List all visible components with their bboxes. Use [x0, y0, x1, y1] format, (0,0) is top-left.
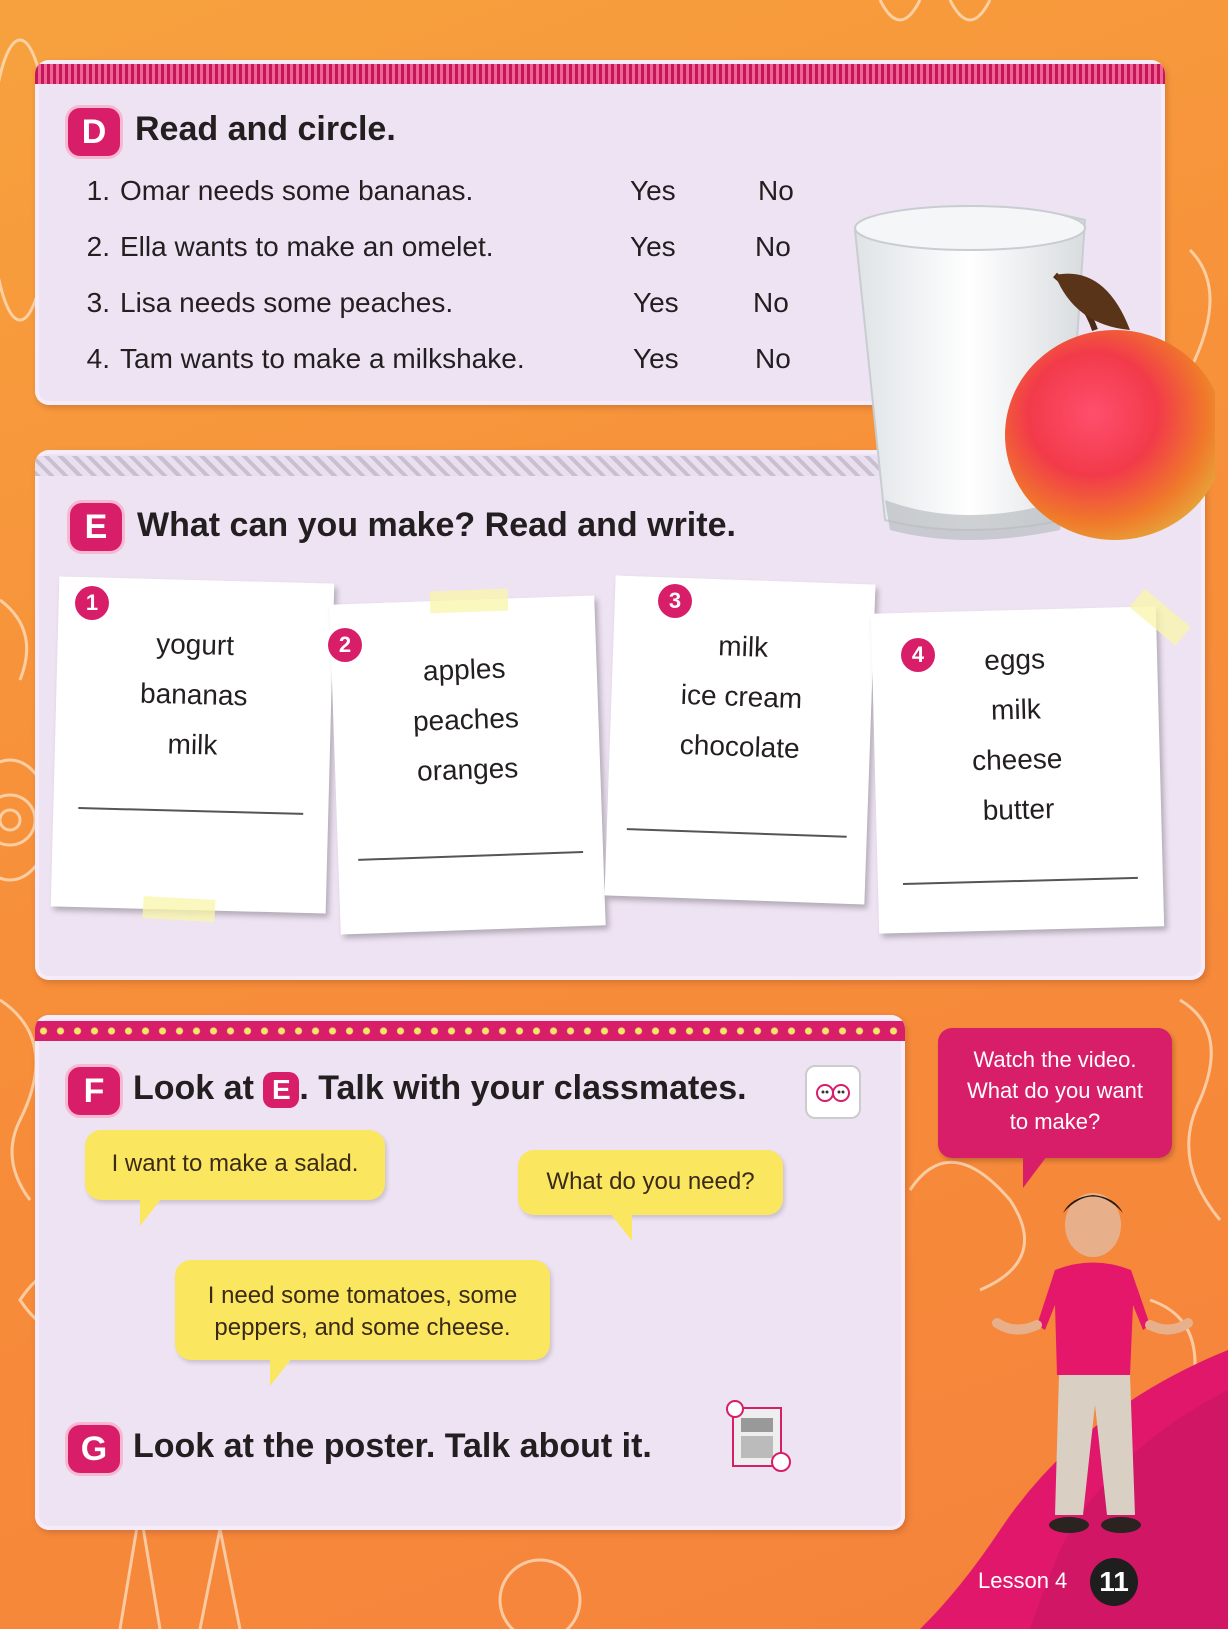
answer-no-option[interactable]: No — [755, 231, 791, 262]
decorative-stripe — [35, 64, 1165, 84]
bubble-tail — [270, 1358, 292, 1386]
ingredient-word: chocolate — [679, 728, 801, 765]
section-g-badge: G — [68, 1425, 120, 1473]
answer-no-option[interactable]: No — [755, 343, 791, 374]
section-e-badge: E — [70, 503, 122, 551]
ingredient-word: yogurt — [155, 628, 235, 662]
tape-strip — [430, 589, 509, 614]
card-number-badge: 1 — [75, 586, 109, 620]
section-g-title: Look at the poster. Talk about it. — [133, 1427, 652, 1465]
page-number: 11 — [1090, 1558, 1138, 1606]
ingredient-word: cheese — [971, 742, 1063, 777]
decorative-stripe — [35, 1021, 905, 1041]
ingredient-card — [604, 576, 875, 905]
answer-line[interactable] — [903, 877, 1138, 885]
card-number-badge: 4 — [901, 638, 935, 672]
ingredient-word: apples — [422, 652, 506, 687]
bubble-tail — [140, 1198, 162, 1226]
answer-line[interactable] — [627, 828, 847, 838]
answer-line[interactable] — [78, 807, 303, 815]
speech-bubble: I want to make a salad. — [85, 1130, 385, 1200]
answer-no-option[interactable]: No — [758, 175, 794, 206]
section-e-title: What can you make? Read and write. — [137, 506, 736, 544]
answer-yes-option[interactable]: Yes — [630, 231, 676, 262]
section-d-panel: D Read and circle. 1. Omar needs some bananas. Yes No 2. Ella wants to make an omelet. Yes No 3. Lisa needs some peaches. Yes No 4. Tam wants to make a milkshake. Yes No — [35, 60, 1165, 405]
ingredient-word: ice cream — [680, 678, 803, 715]
section-d-title: Read and circle. — [135, 110, 396, 148]
ingredient-word: oranges — [416, 752, 519, 787]
pair-work-icon — [805, 1065, 861, 1119]
ingredient-card — [51, 576, 335, 913]
milk-and-peach-image — [845, 200, 1215, 560]
section-f-g-panel — [35, 1015, 905, 1530]
bubble-tail — [610, 1213, 632, 1241]
section-e-reference-badge: E — [263, 1072, 299, 1108]
ingredient-word: milk — [990, 693, 1042, 726]
boy-illustration — [975, 1175, 1215, 1545]
ingredient-word: milk — [717, 630, 769, 663]
section-f-title: Look at E . Talk with your classmates. — [133, 1069, 747, 1107]
answer-line[interactable] — [358, 851, 583, 861]
ingredient-word: milk — [167, 728, 218, 761]
speech-bubble: What do you need? — [518, 1150, 783, 1215]
card-number-badge: 3 — [658, 584, 692, 618]
section-d-badge: D — [68, 108, 120, 156]
answer-yes-option[interactable]: Yes — [630, 175, 676, 206]
tape-strip — [142, 896, 215, 922]
video-prompt-bubble[interactable]: Watch the video. What do you want to make? — [938, 1028, 1172, 1158]
poster-icon — [725, 1400, 795, 1480]
answer-no-option[interactable]: No — [753, 287, 789, 318]
section-f-badge: F — [68, 1067, 120, 1115]
ingredient-word: bananas — [139, 677, 248, 712]
ingredient-card — [329, 595, 605, 934]
lesson-label: Lesson 4 — [978, 1568, 1068, 1593]
answer-yes-option[interactable]: Yes — [633, 287, 679, 318]
ingredient-word: eggs — [983, 643, 1046, 676]
card-number-badge: 2 — [328, 628, 362, 662]
answer-yes-option[interactable]: Yes — [633, 343, 679, 374]
speech-bubble: I need some tomatoes, some peppers, and some cheese. — [175, 1260, 550, 1360]
ingredient-word: butter — [982, 793, 1055, 826]
ingredient-word: peaches — [412, 702, 520, 737]
